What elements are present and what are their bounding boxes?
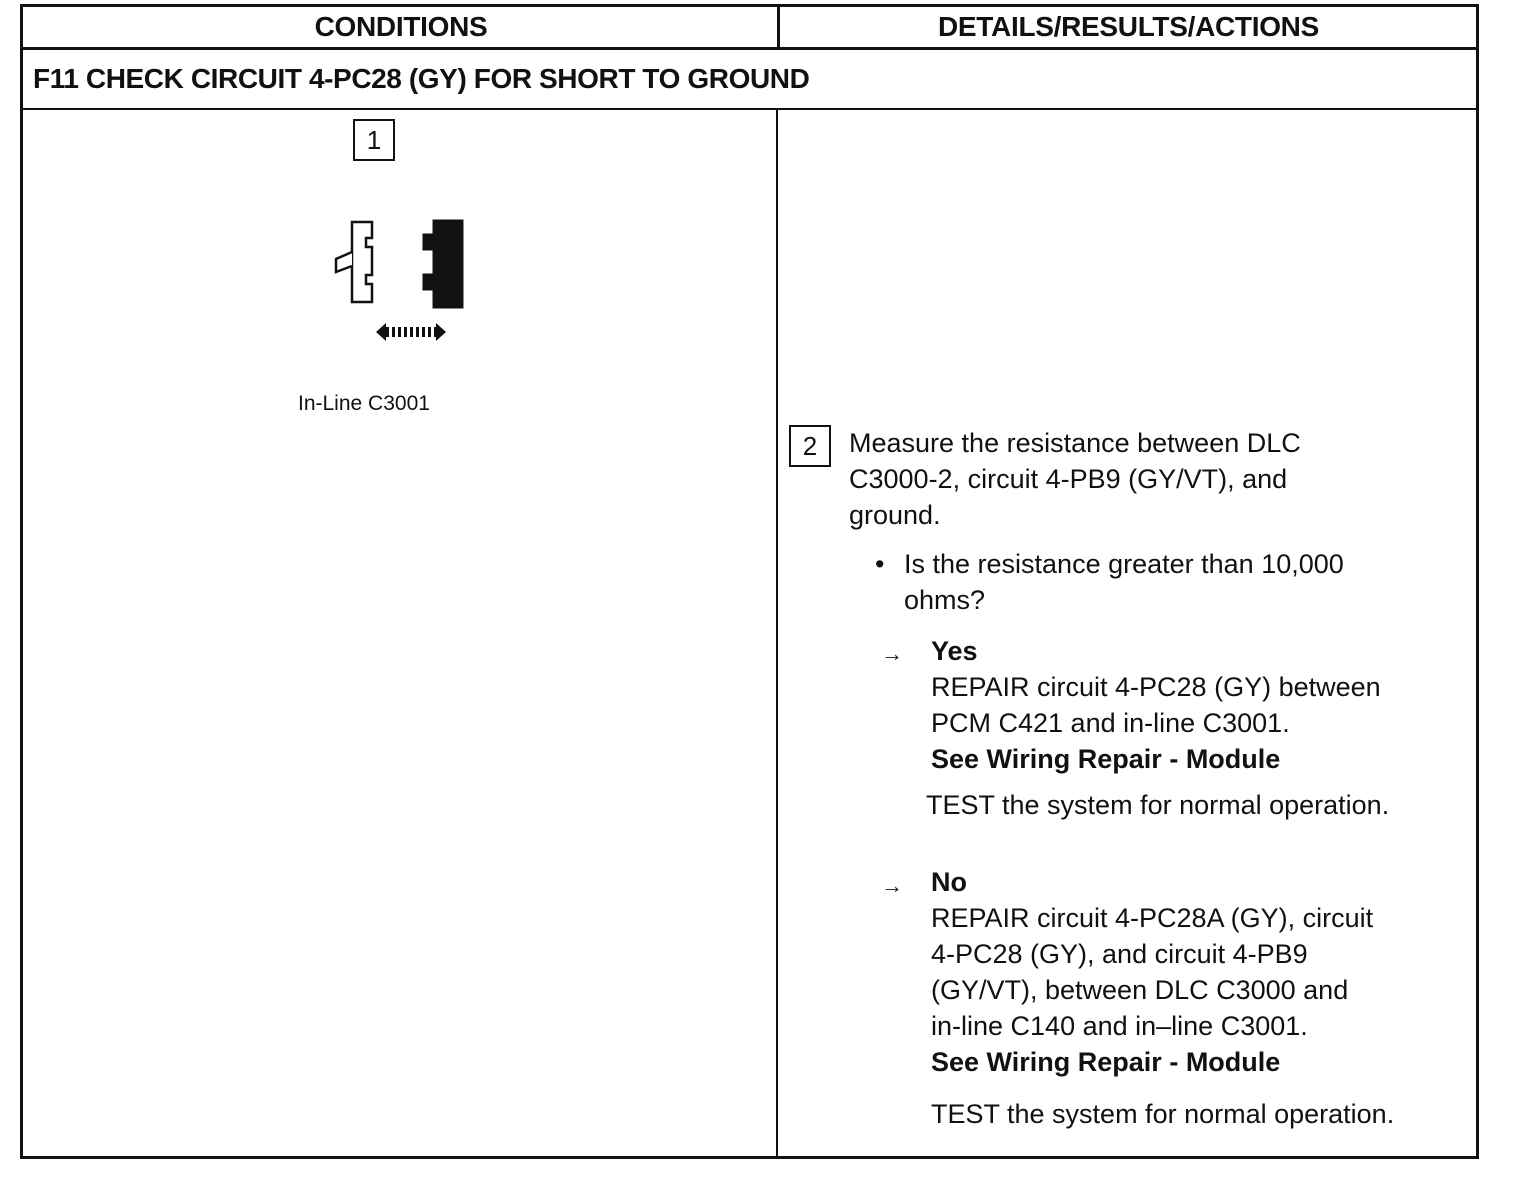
instruction-line: Measure the resistance between DLC xyxy=(849,428,1301,458)
yes-reference: See Wiring Repair - Module xyxy=(931,744,1281,774)
no-arrow-icon: → xyxy=(881,873,903,898)
no-line: (GY/VT), between DLC C3000 and xyxy=(931,975,1349,1005)
conditions-header: CONDITIONS xyxy=(314,11,488,42)
no-line: 4-PC28 (GY), and circuit 4-PB9 xyxy=(931,939,1308,969)
bullet: • xyxy=(875,549,885,579)
instruction-line: ground. xyxy=(849,500,941,530)
column-divider xyxy=(776,110,778,1156)
no-label: No xyxy=(931,867,967,897)
diagnostic-table xyxy=(20,4,1479,1159)
no-reference: See Wiring Repair - Module xyxy=(931,1047,1281,1077)
table-header xyxy=(23,7,1476,50)
no-branch xyxy=(931,864,1373,1080)
no-line: in-line C140 and in–line C3001. xyxy=(931,1011,1308,1041)
yes-arrow-icon: → xyxy=(881,641,903,666)
instruction-text xyxy=(849,425,1301,533)
question-line: ohms? xyxy=(904,585,986,615)
yes-line: REPAIR circuit 4-PC28 (GY) between xyxy=(931,672,1381,702)
header-divider xyxy=(777,7,780,47)
step-2-box: 2 xyxy=(789,425,831,467)
no-test: TEST the system for normal operation. xyxy=(931,1099,1395,1129)
question-text xyxy=(904,546,1344,618)
step-1-box: 1 xyxy=(353,119,395,161)
yes-label: Yes xyxy=(931,636,978,666)
connector-label: In-Line C3001 xyxy=(298,392,430,415)
instruction-line: C3000-2, circuit 4-PB9 (GY/VT), and xyxy=(849,464,1288,494)
yes-test: TEST the system for normal operation. xyxy=(926,790,1390,820)
connector-disconnect-icon xyxy=(330,212,470,352)
details-header: DETAILS/RESULTS/ACTIONS xyxy=(938,11,1319,42)
yes-line: PCM C421 and in-line C3001. xyxy=(931,708,1290,738)
step-title: F11 CHECK CIRCUIT 4-PC28 (GY) FOR SHORT TO GROUND xyxy=(33,63,810,94)
step-title-row xyxy=(23,50,1476,110)
question-line: Is the resistance greater than 10,000 xyxy=(904,549,1344,579)
yes-branch xyxy=(931,633,1381,777)
no-line: REPAIR circuit 4-PC28A (GY), circuit xyxy=(931,903,1374,933)
